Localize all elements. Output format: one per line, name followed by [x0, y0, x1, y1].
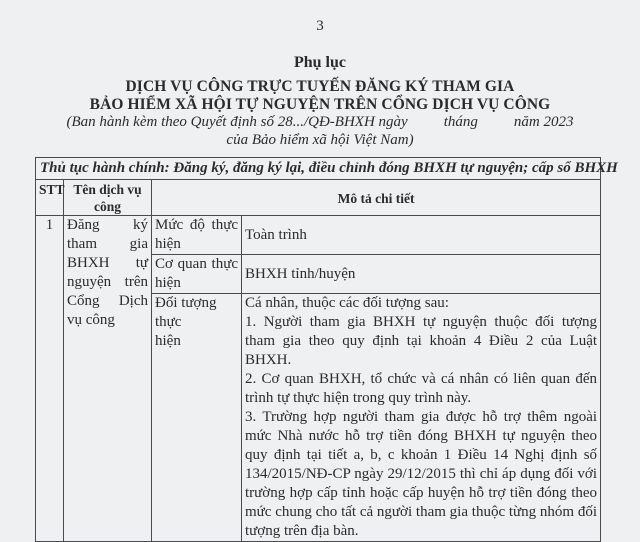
appendix-title: Phụ lục — [293, 54, 346, 71]
subjects-item-3: 3. Trường hợp người tham gia được hỗ trợ thêm ngoài mức Nhà nước hỗ trợ tiền đóng BHXH tự nguyện theo quy định tại tiết a, b, c khoản 1 Điều 14 Nghị định số 134/2015/NĐ-CP ngày 29/12/2015 thì chỉ áp dụng đối với trường hợp cấp tỉnh hoặc cấp huyện hỗ trợ tiền đóng theo mức chung cho tất cả người tham gia thuộc từng nhóm đối tượng trên địa bàn. — [245, 409, 598, 539]
detail-value-agency: BHXH tỉnh/huyện — [242, 255, 601, 294]
detail-label-agency — [152, 255, 242, 294]
procedure-title: Thủ tục hành chính: Đăng ký, đăng ký lại, điều chỉnh đóng BHXH tự nguyện; cấp sổ BHXH — [36, 158, 601, 180]
label-line: Cơ quan thực — [155, 256, 238, 272]
service-name-line: Đăng ký — [67, 217, 148, 233]
subtitle-line-2: của Bảo hiểm xã hội Việt Nam) — [226, 132, 414, 148]
header-row — [36, 180, 601, 216]
header-stt: STT — [36, 180, 64, 216]
table-row — [36, 216, 601, 255]
header-description: Mô tả chi tiết — [152, 180, 601, 216]
heading-line-2: BẢO HIỂM XÃ HỘI TỰ NGUYỆN TRÊN CỔNG DỊCH VỤ CÔNG — [89, 96, 551, 113]
procedure-row — [36, 158, 601, 180]
subtitle-line-1 — [0, 114, 640, 131]
subtitle-year: năm 2023 — [513, 114, 574, 130]
label-line: Mức độ thực — [155, 217, 238, 233]
header-service-name: Tên dịch vụ công — [64, 180, 152, 216]
service-name-line: tham gia — [67, 236, 148, 252]
heading-line-1: DỊCH VỤ CÔNG TRỰC TUYẾN ĐĂNG KÝ THAM GIA — [125, 78, 515, 95]
subjects-item-1: 1. Người tham gia BHXH tự nguyện thuộc đối tượng tham gia theo quy định tại khoản 4 Điều 2 của Luật BHXH. — [245, 314, 598, 368]
service-table — [35, 157, 618, 542]
page-number: 3 — [316, 18, 324, 34]
service-name-line: vụ công — [67, 312, 115, 328]
subjects-item-2: 2. Cơ quan BHXH, tổ chức và cá nhân có liên quan đến trình tự thực hiện trong quy trình này. — [245, 371, 598, 406]
label-line: hiện — [155, 236, 181, 252]
subtitle-month: tháng — [443, 114, 478, 130]
detail-label-subjects — [152, 294, 242, 542]
detail-label-level — [152, 216, 242, 255]
subtitle-decision: (Ban hành kèm theo Quyết định số 28.../QĐ-BHXH ngày — [66, 114, 408, 130]
label-line: hiện — [155, 333, 181, 349]
service-name-line: Cổng Dịch — [67, 293, 148, 309]
row-service-name — [64, 216, 152, 542]
detail-value-level: Toàn trình — [242, 216, 601, 255]
subjects-intro: Cá nhân, thuộc các đối tượng sau: — [245, 295, 449, 311]
label-line: hiện — [155, 275, 181, 291]
detail-value-subjects — [242, 294, 601, 542]
row-stt: 1 — [36, 216, 64, 542]
label-line: Đối tượng thực — [155, 295, 217, 330]
service-name-line: nguyện trên — [67, 274, 148, 290]
service-name-line: BHXH tự — [67, 255, 148, 271]
